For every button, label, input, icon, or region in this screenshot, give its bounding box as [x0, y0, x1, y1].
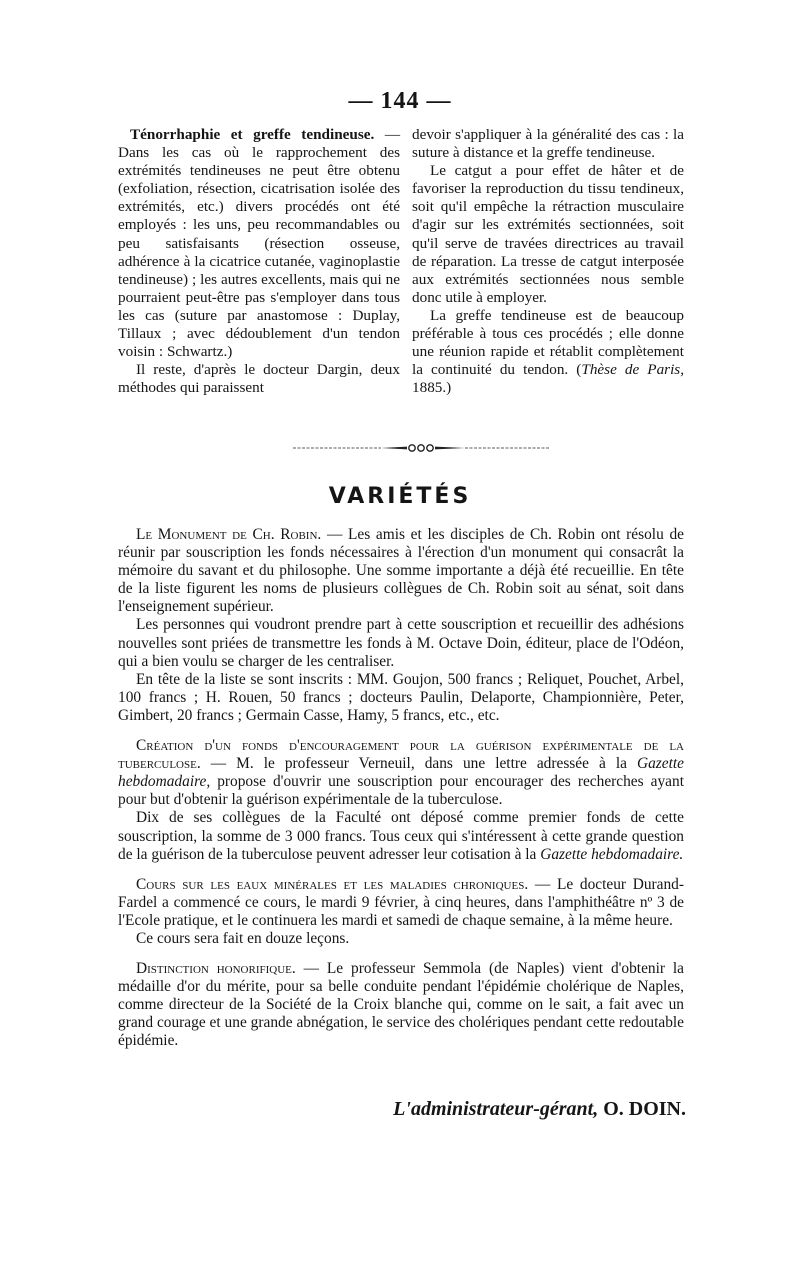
item-text-rest: propose d'ouvrir une souscription pour encourager des recherches ayant pour but d'obtenir la guérison expérimentale de la tuberculose. [118, 773, 684, 809]
article-text: — Dans les cas où le rapprochement des extrémités tendineuses ne peut être obtenu (exfoliation, résection, cicatrisation isolée des extrémités, etc.) divers procédés ont été employés : les uns, peu recommandables ou peu satisfaisants (résection osseuse, adhérence à la cicatrice cutanée, vaginoplastie tendineuse) ; les autres excellents, mais qui ne pourraient peut-être pas s'employer dans tous les cas (suture par anastomose : Duplay, Tillaux ; avec dédoublement d'un tendon voisin : Schwartz.) [118, 126, 400, 361]
left-paragraph-1 [118, 126, 400, 361]
item-text: — Les amis et les disciples de Ch. Robin ont résolu de réunir par souscription les fonds nécessaires à l'érection d'un monument qui consacrât la mémoire du savant et du philosophe. Une somme importante a déjà été recueillie. En tête de la liste figurent les noms de plusieurs collègues de Ch. Robin soit au sénat, soit dans l'enseignement supérieur. [118, 526, 684, 616]
news-item-monument-paragraph-3: En tête de la liste se sont inscrits : MM. Goujon, 500 francs ; Reliquet, Pouchet, Arbel, 100 francs ; H. Rouen, 50 francs ; docteurs Paulin, Delaporte, Championnière, Peter, Gimbert, 20 francs ; Germain Casse, Hamy, 5 francs, etc., etc. [118, 670, 684, 724]
item-text: — M. le professeur Verneuil, dans une lettre adressée à la [200, 755, 637, 773]
right-paragraph-3 [412, 307, 684, 397]
right-paragraph-2: Le catgut a pour effet de hâter et de favoriser la reproduction du tissu tendineux, soit qu'il empêche la rétraction musculaire d'agir sur les extrémités sectionnées, soit qu'il serve de travées directrices au travail de réparation. La tresse de catgut interposée aux extrémités sectionnées nous semble donc utile à employer. [412, 162, 684, 306]
left-paragraph-2: Il reste, d'après le docteur Dargin, deux méthodes qui paraissent [118, 361, 400, 397]
citation-year: 1885.) [412, 379, 452, 397]
article-heading: Ténorrhaphie et greffe tendineuse. [130, 126, 375, 143]
item-heading: Création d'un fonds d'encouragement pour la guérison expérimentale de la tuberculose. [118, 737, 684, 773]
item-text: — Le docteur Durand-Fardel a commencé ce cours, le mardi 9 février, à cinq heures, dans l'amphithéâtre nº 3 de l'Ecole pratique, et le continuera les mardi et samedi de chaque semaine, à la même heure. [118, 875, 684, 929]
signature-role: L'administrateur-gérant, [393, 1098, 599, 1120]
news-item-tuberculose [118, 737, 684, 809]
item-text: — Le professeur Semmola (de Naples) vient d'obtenir la médaille d'or du mérite, pour sa belle conduite pendant l'épidémie cholérique de Naples, comme directeur de la Société de la Croix blanche qui, comme on le sait, a fait avec un grand courage et une grande abnégation, le service des cholériques pendant cette redoutable épidémie. [118, 960, 685, 1050]
journal-title: Gazette hebdomadaire. [540, 845, 684, 863]
signature [0, 1098, 686, 1121]
item-heading: Le Monument de Ch. Robin. [136, 526, 322, 543]
item-heading: Distinction honorifique. [136, 960, 296, 978]
news-item-cours [118, 876, 684, 930]
news-item-monument [118, 526, 684, 616]
right-paragraph-1: devoir s'appliquer à la généralité des cas : la suture à distance et la greffe tendineuse. [412, 126, 684, 162]
item-heading: Cours sur les eaux minérales et les maladies chroniques. [136, 875, 529, 893]
varietes-section [118, 526, 684, 1051]
news-item-tuberculose-paragraph-2 [118, 809, 684, 863]
citation: Thèse de Paris, [581, 361, 684, 379]
section-divider-ornament [293, 442, 549, 454]
signature-name: O. DOIN. [598, 1098, 686, 1120]
right-column [412, 126, 684, 397]
item-text: Dix de ses collègues de la Faculté ont déposé comme premier fonds de cette souscription, la somme de 3 000 francs. Tous ceux qui s'intéressent à cette grande question de la guérison de la tuberculose peuvent adresser leur cotisation à la [118, 809, 684, 863]
news-item-distinction [118, 960, 684, 1050]
paragraph-text: La greffe tendineuse est de beaucoup préférable à tous ces procédés ; elle donne une réunion rapide et rétablit complètement la continuité du tendon. ( [412, 306, 684, 379]
journal-title: Gazette hebdomadaire, [118, 755, 684, 791]
news-item-cours-paragraph-2: Ce cours sera fait en douze leçons. [136, 929, 350, 947]
news-item-monument-paragraph-2: Les personnes qui voudront prendre part à cette souscription et recueillir des adhésions nouvelles sont priées de transmettre les fonds à M. Octave Doin, éditeur, place de l'Odéon, qui a bien voulu se charger de les centraliser. [118, 616, 684, 670]
page-number: — 144 — [348, 88, 452, 114]
section-title: VARIÉTÉS [328, 484, 472, 509]
left-column [118, 126, 400, 397]
